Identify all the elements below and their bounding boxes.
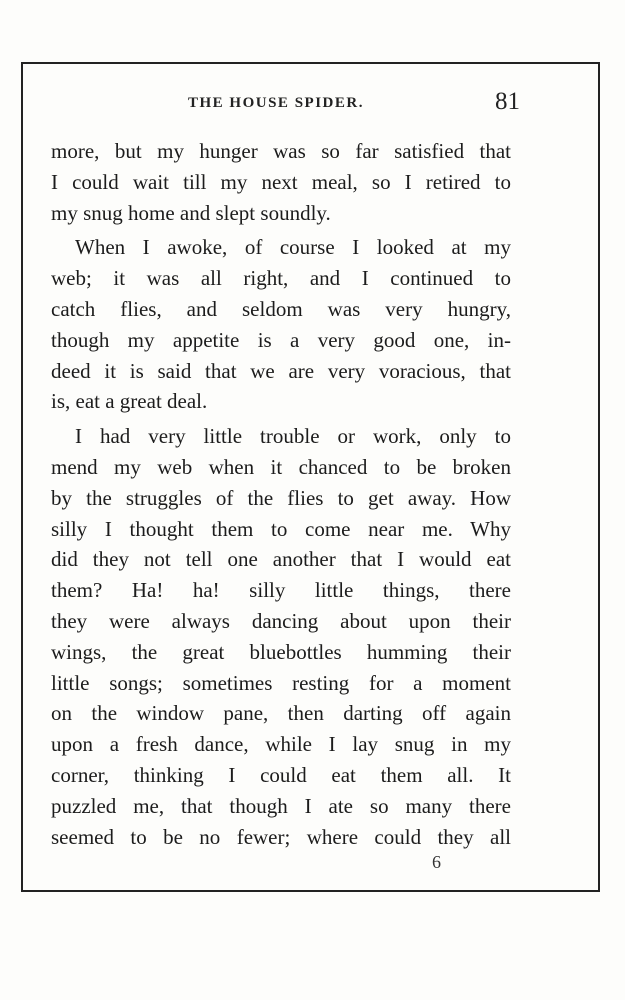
text-line: deed it is said that we are very voracious, that	[51, 358, 511, 383]
paragraph	[51, 136, 511, 228]
body-text	[51, 136, 511, 852]
text-line: silly I thought them to come near me. Why	[51, 516, 511, 541]
text-line: did they not tell one another that I would eat	[51, 547, 511, 572]
text-line: upon a fresh dance, while I lay snug in my	[51, 732, 511, 757]
text-line: little songs; sometimes resting for a moment	[51, 670, 511, 695]
text-line: corner, thinking I could eat them all. It	[51, 762, 511, 787]
text-line: wings, the great bluebottles humming their	[51, 639, 511, 664]
page-number: 81	[495, 88, 520, 115]
text-line: When I awoke, of course I looked at my	[75, 235, 511, 260]
paragraph	[51, 421, 511, 852]
signature-mark: 6	[432, 852, 441, 872]
text-line: mend my web when it chanced to be broken	[51, 454, 511, 479]
text-line: puzzled me, that though I ate so many there	[51, 793, 511, 818]
page-header	[50, 88, 520, 122]
text-line: them? Ha! ha! silly little things, there	[51, 578, 511, 603]
text-line: more, but my hunger was so far satisfied that	[51, 139, 511, 163]
text-line: seemed to be no fewer; where could they all	[51, 824, 511, 849]
text-line: web; it was all right, and I continued to	[51, 266, 511, 291]
running-title: THE HOUSE SPIDER.	[188, 95, 364, 111]
text-line: on the window pane, then darting off again	[51, 701, 511, 726]
text-line: I had very little trouble or work, only to	[75, 424, 511, 449]
text-line: they were always dancing about upon their	[51, 608, 511, 633]
text-line: my snug home and slept soundly.	[51, 200, 331, 225]
paragraph	[51, 232, 511, 417]
text-line: is, eat a great deal.	[51, 389, 208, 414]
text-line: by the struggles of the flies to get away. How	[51, 485, 511, 510]
text-line: I could wait till my next meal, so I retired to	[51, 169, 511, 194]
text-line: though my appetite is a very good one, in-	[51, 327, 511, 352]
text-line: catch flies, and seldom was very hungry,	[51, 296, 511, 321]
